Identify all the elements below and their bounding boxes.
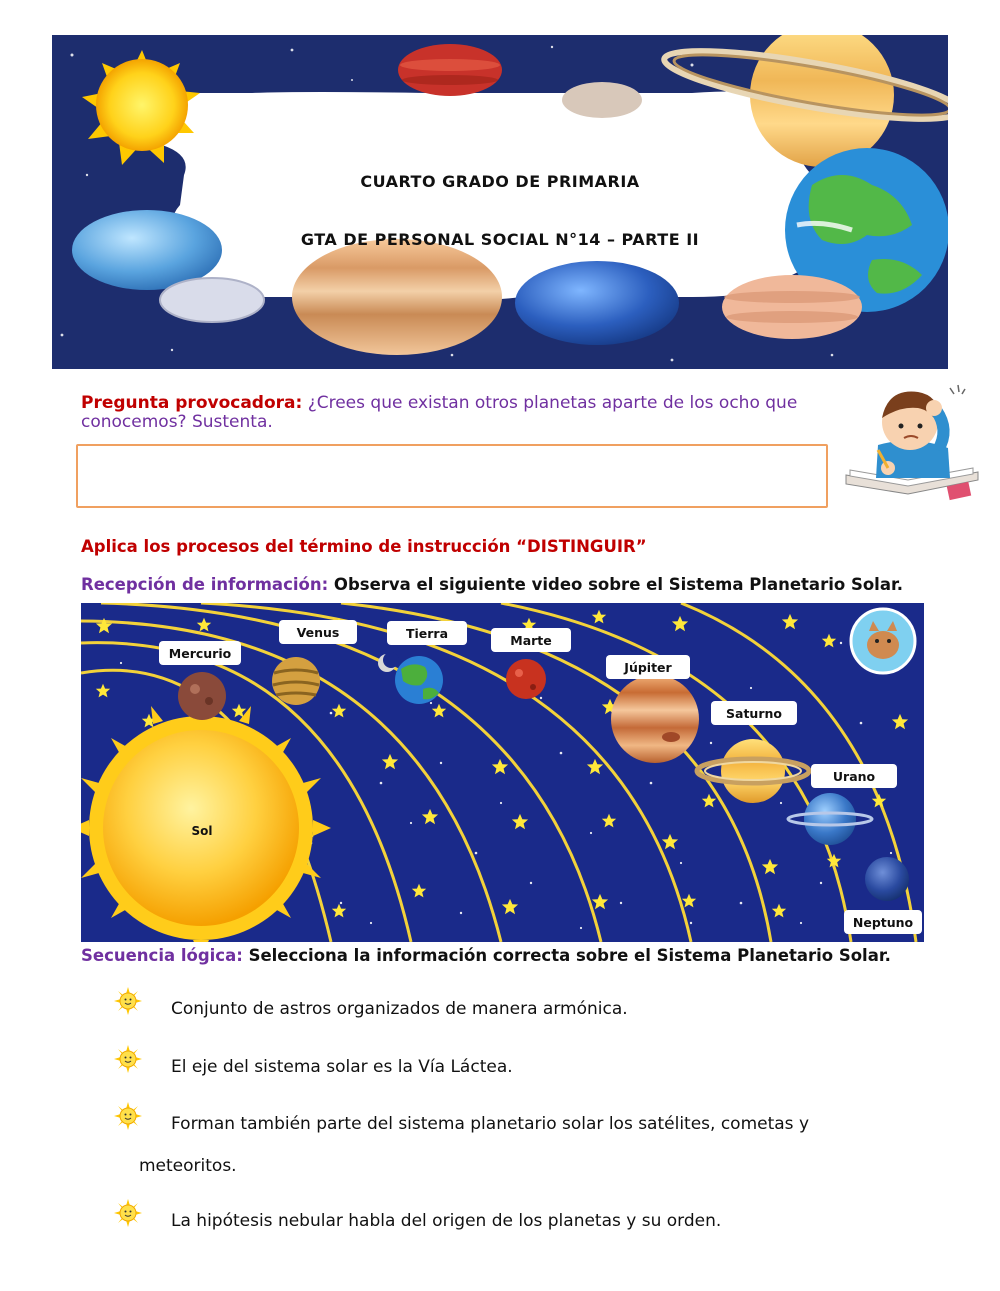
banner-guide-title: GTA DE PERSONAL SOCIAL N°14 – PARTE II <box>300 230 700 249</box>
sequence-label: Secuencia lógica: <box>81 946 243 965</box>
jupiter-label: Júpiter <box>624 660 672 675</box>
mercury-label: Mercurio <box>168 646 232 661</box>
solar-system-image[interactable] <box>81 603 924 942</box>
sun-bullet-icon[interactable] <box>113 1198 143 1228</box>
sun-bullet-icon[interactable] <box>113 986 143 1016</box>
option-3[interactable]: Forman también parte del sistema planetario solar los satélites, cometas y <box>171 1114 810 1134</box>
jupiter-planet <box>611 675 699 763</box>
mars-label: Marte <box>510 633 552 648</box>
reception-section <box>81 575 903 594</box>
planets-illustration <box>52 35 948 369</box>
sequence-text: Selecciona la información correcta sobre el Sistema Planetario Solar. <box>242 946 891 965</box>
banner-grade-title: CUARTO GRADO DE PRIMARIA <box>360 172 640 191</box>
earth-label: Tierra <box>405 626 449 641</box>
reception-label: Recepción de información: <box>81 575 329 594</box>
sun-label: Sol <box>191 824 213 838</box>
provocative-question <box>81 394 831 432</box>
option-1[interactable]: Conjunto de astros organizados de manera armónica. <box>171 999 628 1019</box>
option-3-continuation[interactable]: meteoritos. <box>139 1156 237 1176</box>
sun-bullet-icon[interactable] <box>113 1101 143 1131</box>
sun-bullet-icon[interactable] <box>113 1044 143 1074</box>
question-label: Pregunta provocadora: <box>81 393 303 413</box>
uranus-label: Urano <box>832 769 876 784</box>
option-4[interactable]: La hipótesis nebular habla del origen de los planetas y su orden. <box>171 1211 722 1231</box>
channel-logo <box>851 609 915 673</box>
neptune-planet <box>865 857 909 901</box>
neptune-label: Neptuno <box>852 915 914 930</box>
answer-input[interactable] <box>76 444 828 508</box>
instruction-title: Aplica los procesos del término de instrucción “DISTINGUIR” <box>81 537 647 556</box>
sequence-section <box>81 946 891 965</box>
header-banner <box>52 35 948 369</box>
option-2[interactable]: El eje del sistema solar es la Vía Láctea. <box>171 1057 513 1077</box>
mercury-planet <box>178 672 226 720</box>
thinking-child-illustration <box>838 380 988 510</box>
reception-text: Observa el siguiente video sobre el Sistema Planetario Solar. <box>328 575 904 594</box>
mars-planet <box>506 659 546 699</box>
venus-label: Venus <box>296 625 340 640</box>
saturn-label: Saturno <box>726 706 782 721</box>
question-text: ¿Crees que existan otros planetas aparte de los ocho que conocemos? Sustenta. <box>81 393 798 432</box>
